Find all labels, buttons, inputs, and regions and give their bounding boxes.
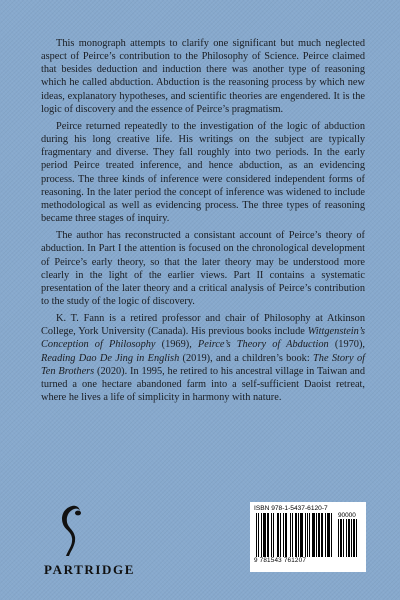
- barcode-bar: [290, 513, 291, 557]
- barcode-bar: [312, 513, 315, 557]
- barcode-bar: [300, 513, 303, 557]
- barcode-bar: [256, 513, 257, 557]
- barcode-bar: [316, 513, 317, 557]
- barcode-addon-label: 90000: [338, 512, 356, 519]
- publisher-name: PARTRIDGE: [44, 562, 135, 577]
- ean-barcode: [256, 513, 334, 557]
- barcode-bar: [351, 519, 352, 557]
- blurb-paragraph-2: Peirce returned repeatedly to the investigation of the logic of abduction during his long creative life. His writings on the subject are typically fragmentary and diverse. They fall roughly into two periods. In the early period Peirce treated inference, and hence abduction, as an evidencing process. The three kinds of inference were considered independent forms of reasoning. In the later period the concept of inference was widened to include methodological as well as evidencing process. The three types of reasoning became three stages of inquiry.: [41, 120, 365, 225]
- barcode-bar: [307, 513, 308, 557]
- barcode-bar: [263, 513, 266, 557]
- author-bio-text: (1970),: [328, 339, 365, 351]
- barcode-bar: [346, 519, 347, 557]
- barcode-bar: [343, 519, 344, 557]
- author-bio-text: (2020). In 1995, he retired to his ancestral village in Taiwan and turned a one hectare abandoned farm into a self-sufficient Daoist retreat, where he lives a life of simplicity in harmony with nature.: [41, 365, 365, 404]
- author-bio-text: (2019), and a children’s book:: [179, 352, 314, 364]
- barcode-bar: [283, 513, 284, 557]
- author-bio: [41, 312, 365, 404]
- barcode-bar: [267, 513, 269, 557]
- barcode-bar: [338, 519, 339, 557]
- author-bio-text: (1969),: [155, 339, 198, 351]
- book-title: Wittgenstein’s Conception of Philosophy: [41, 326, 365, 351]
- barcode-bar: [318, 513, 320, 557]
- barcode-bar: [325, 513, 326, 557]
- ean-digits: 9 781543 761207: [254, 557, 307, 564]
- author-bio-text: K. T. Fann is a retired professor and chair of Philosophy at Atkinson College, York University (Canada). His previous books include: [41, 313, 365, 338]
- barcode-bar: [321, 513, 323, 557]
- isbn-label: ISBN 978-1-5437-6120-7: [254, 505, 328, 512]
- barcode-row: [254, 513, 362, 565]
- quill-mark-icon: [58, 504, 82, 558]
- barcode-bar: [280, 513, 281, 557]
- barcode-bar: [258, 513, 259, 557]
- barcode-bar: [353, 519, 355, 557]
- book-title: Peirce’s Theory of Abduction: [197, 339, 329, 351]
- barcode-bar: [295, 513, 297, 557]
- blurb-paragraph-1: This monograph attempts to clarify one significant but much neglected aspect of Peirce’s contribution to the Philosophy of Science. Peirce claimed that besides deduction and induction there was another type of reasoning which he called abduction. Abduction is the reasoning process by which new ideas, explanatory hypotheses, and scientific theories are engendered. It is the logic of discovery and the essence of Peirce’s pragmatism.: [41, 38, 365, 115]
- barcode-bar: [261, 513, 262, 557]
- barcode-bar: [348, 519, 350, 557]
- addon-barcode: [338, 519, 360, 557]
- barcode-bar: [356, 519, 357, 557]
- barcode-bar: [271, 513, 272, 557]
- barcode-bar: [273, 513, 274, 557]
- barcode-bar: [305, 513, 306, 557]
- publisher-logo: [44, 504, 136, 578]
- blurb-paragraph-3: The author has reconstructed a consistant account of Peirce’s theory of abduction. In Part I the attention is focused on the chronological development of Peirce’s early theory, so that the later theory may be understood more clearly in the light of the earlier views. Part II contains a systematic presentation of the later theory and a critical analysis of Peirce’s contribution to the study of the logic of discovery.: [41, 230, 365, 307]
- barcode-bar: [327, 513, 330, 557]
- isbn-barcode-box: [250, 502, 366, 572]
- book-title: The Story of Ten Brothers: [41, 352, 365, 377]
- cover-blurb: [41, 37, 365, 408]
- book-title: Reading Dao De Jing in English: [41, 352, 180, 364]
- barcode-bar: [292, 513, 293, 557]
- barcode-bar: [277, 513, 279, 557]
- barcode-bar: [309, 513, 310, 557]
- barcode-bar: [340, 519, 342, 557]
- barcode-bar: [331, 513, 332, 557]
- barcode-bar: [298, 513, 299, 557]
- barcode-bar: [285, 513, 287, 557]
